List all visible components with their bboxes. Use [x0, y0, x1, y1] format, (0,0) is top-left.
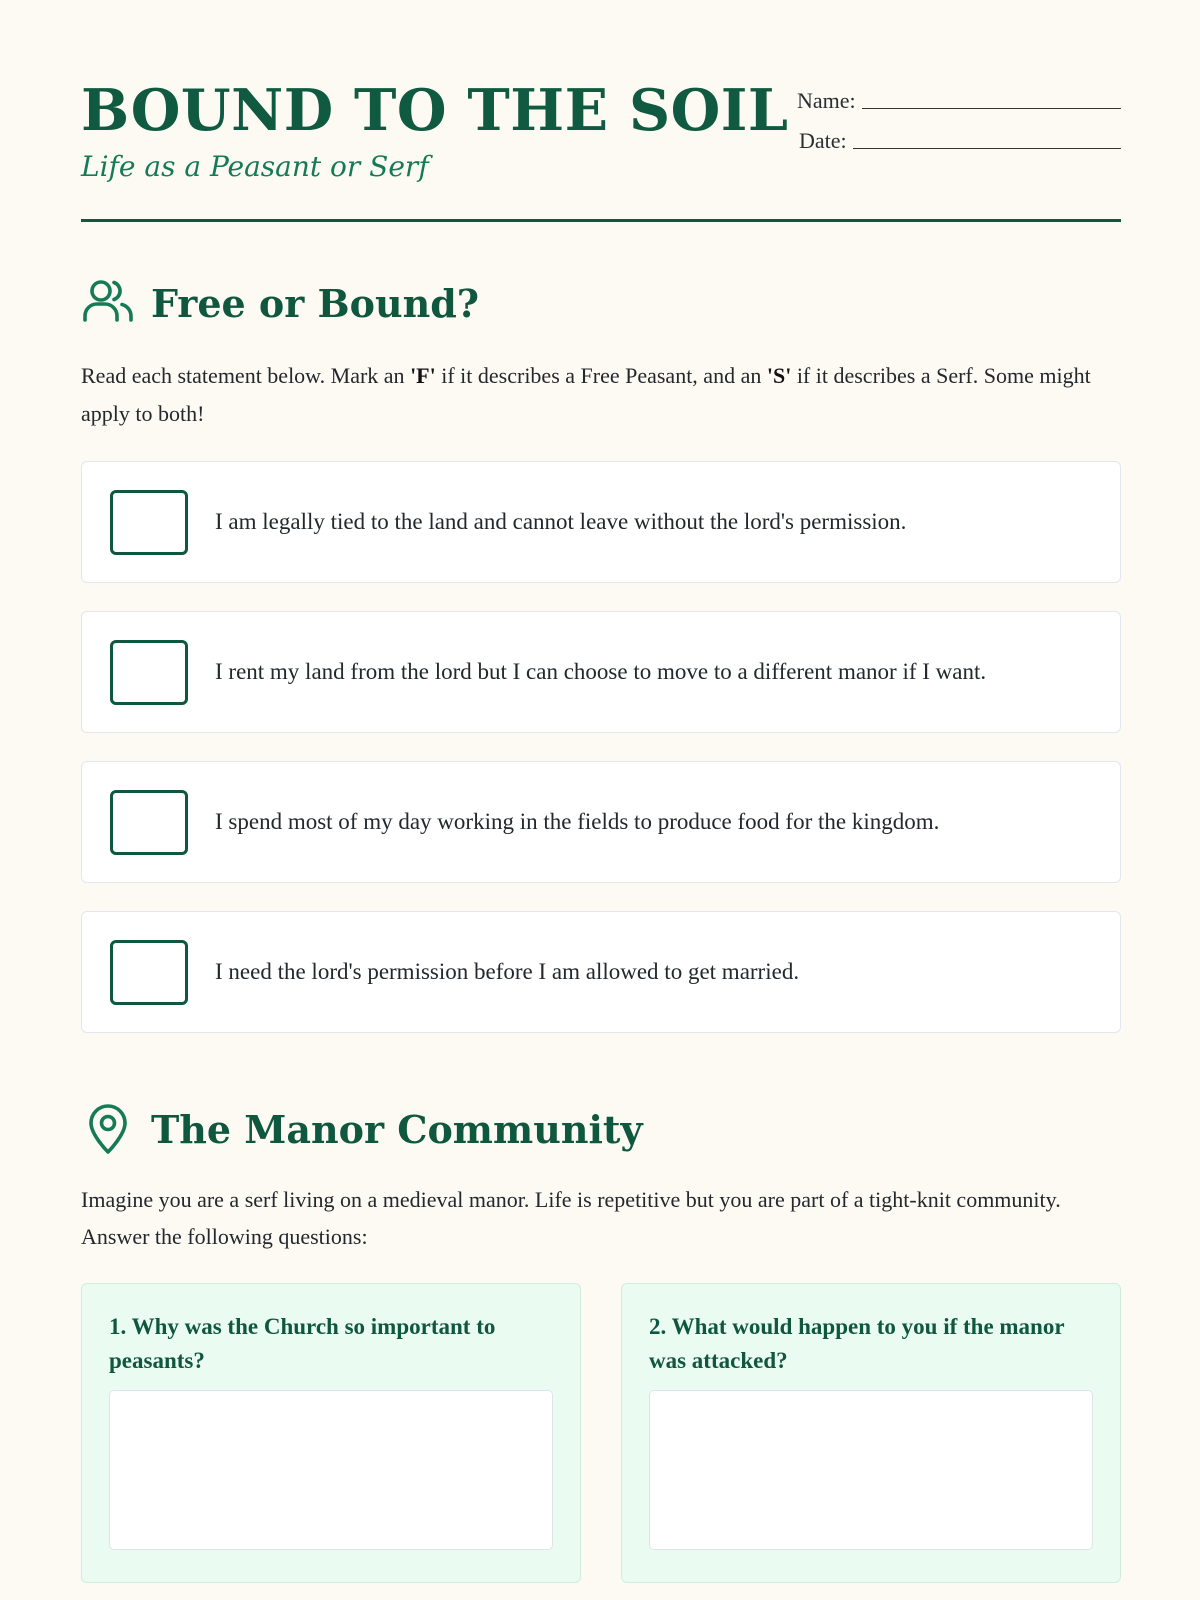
instructions-free-mark: 'F'	[410, 363, 436, 388]
instructions-text: Read each statement below. Mark an	[81, 363, 411, 388]
section-manor-community-heading	[81, 1102, 643, 1156]
worksheet-header	[81, 0, 1121, 222]
date-row	[797, 122, 1121, 154]
instructions-serf-mark: 'S'	[766, 363, 792, 388]
student-info	[797, 82, 1121, 162]
question-card	[621, 1283, 1121, 1583]
date-field[interactable]	[853, 148, 1121, 149]
answer-area[interactable]	[649, 1390, 1093, 1550]
statement-text: I am legally tied to the land and cannot leave without the lord's permission.	[215, 509, 907, 534]
question-text: 1. Why was the Church so important to peasants?	[109, 1314, 496, 1373]
statement-card	[81, 761, 1121, 883]
name-label: Name:	[797, 88, 856, 113]
date-label: Date:	[799, 128, 847, 153]
answer-area[interactable]	[109, 1390, 553, 1550]
statement-card	[81, 911, 1121, 1033]
worksheet-page	[81, 0, 1121, 1373]
section-free-or-bound-heading	[81, 276, 479, 330]
statement-text: I spend most of my day working in the fields to produce food for the kingdom.	[215, 809, 940, 834]
page-title: BOUND TO THE SOIL	[81, 77, 789, 144]
page-subtitle: Life as a Peasant or Serf	[81, 150, 429, 183]
answer-box[interactable]	[110, 640, 188, 705]
question-card	[81, 1283, 581, 1583]
users-icon	[81, 276, 135, 330]
map-pin-icon	[81, 1102, 135, 1156]
statement-card	[81, 611, 1121, 733]
statement-card	[81, 461, 1121, 583]
question-text: 2. What would happen to you if the manor was attacked?	[649, 1314, 1065, 1373]
name-field[interactable]	[862, 108, 1121, 109]
name-row	[797, 82, 1121, 114]
section-instructions: Imagine you are a serf living on a medieval manor. Life is repetitive but you are part of a tight-knit community. Answer the following questions:	[81, 1187, 1061, 1249]
statement-text: I need the lord's permission before I am allowed to get married.	[215, 959, 800, 984]
answer-box[interactable]	[110, 940, 188, 1005]
answer-box[interactable]	[110, 790, 188, 855]
section-title: The Manor Community	[151, 1106, 643, 1152]
answer-box[interactable]	[110, 490, 188, 555]
section-instructions	[81, 357, 1121, 433]
statement-text: I rent my land from the lord but I can choose to move to a different manor if I want.	[215, 659, 987, 684]
instructions-text: if it describes a Free Peasant, and an	[435, 363, 767, 388]
instructions-text: if it describes a Serf. Some might apply to both!	[81, 363, 1091, 426]
section-title: Free or Bound?	[151, 280, 480, 326]
